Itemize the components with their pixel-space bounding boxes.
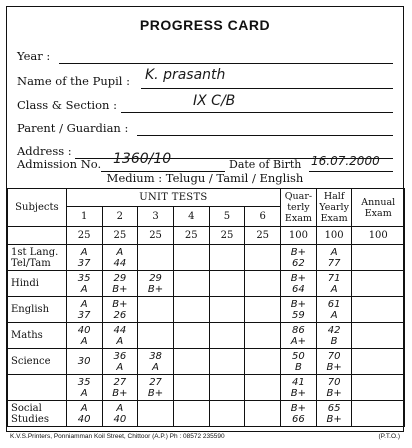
mark-top: B+ — [290, 246, 307, 258]
mark-cell — [102, 271, 138, 297]
mark-cell — [209, 349, 245, 375]
class-value: IX C/B — [193, 93, 236, 109]
mark-top: 29 — [149, 272, 162, 284]
mark-bottom: A — [330, 309, 338, 321]
subject-row — [8, 271, 405, 297]
subjects-header: Subjects — [8, 189, 67, 227]
max-marks: 25 — [66, 227, 102, 245]
mark-cell — [102, 297, 138, 323]
mark-cell — [173, 323, 209, 349]
subject-row — [8, 323, 405, 349]
half-yearly-header: Half Yearly Exam — [316, 189, 352, 227]
mark-bottom: 64 — [292, 283, 305, 295]
mark-cell — [66, 271, 102, 297]
mark-cell — [66, 401, 102, 427]
mark-cell — [281, 323, 317, 349]
max-marks: 25 — [173, 227, 209, 245]
subject-name: English — [8, 297, 67, 323]
mark-cell — [281, 271, 317, 297]
mark-cell — [138, 271, 174, 297]
mark-bottom: A — [152, 361, 159, 373]
mark-bottom: 40 — [77, 413, 91, 425]
mark-top: B+ — [290, 402, 307, 414]
mark-cell — [316, 323, 352, 349]
mark-top: 38 — [149, 350, 162, 362]
mark-cell — [316, 297, 352, 323]
mark-cell — [352, 375, 405, 401]
max-marks: 100 — [316, 227, 352, 245]
mark-top: B+ — [290, 272, 307, 284]
mark-top: 29 — [113, 272, 127, 284]
mark-top: 35 — [77, 272, 91, 284]
mark-cell — [352, 323, 405, 349]
pto-label: (P.T.O.) — [378, 433, 400, 440]
mark-top: A — [116, 246, 124, 258]
mark-top: 61 — [327, 298, 341, 310]
mark-bottom: B+ — [112, 387, 128, 399]
name-line — [141, 88, 393, 89]
mark-cell — [173, 271, 209, 297]
subject-row — [8, 245, 405, 271]
mark-top: 65 — [327, 402, 341, 414]
mark-cell — [209, 375, 245, 401]
subject-name: Science — [8, 349, 67, 375]
mark-cell — [138, 323, 174, 349]
mark-cell — [66, 297, 102, 323]
mark-cell — [209, 245, 245, 271]
annual-header: Annual Exam — [352, 189, 405, 227]
mark-top: 30 — [77, 356, 91, 367]
subject-row — [8, 375, 405, 401]
mark-bottom: 77 — [327, 257, 341, 269]
mark-top: A — [80, 298, 88, 310]
mark-bottom: B+ — [326, 413, 342, 425]
year-line — [59, 63, 393, 64]
mark-cell — [281, 349, 317, 375]
mark-cell — [173, 349, 209, 375]
admission-value: 1360/10 — [113, 151, 172, 167]
max-marks: 100 — [352, 227, 405, 245]
mark-cell — [66, 375, 102, 401]
mark-cell — [316, 271, 352, 297]
mark-cell — [316, 401, 352, 427]
mark-bottom: B — [330, 335, 338, 347]
mark-cell — [352, 297, 405, 323]
mark-bottom: 40 — [113, 413, 127, 425]
dob-label: Date of Birth — [229, 158, 302, 171]
class-label: Class & Section : — [17, 98, 117, 112]
mark-cell — [316, 375, 352, 401]
mark-cell — [102, 375, 138, 401]
mark-cell — [102, 349, 138, 375]
max-marks: 25 — [209, 227, 245, 245]
mark-top: 27 — [113, 376, 127, 388]
mark-cell — [245, 375, 281, 401]
mark-cell — [102, 323, 138, 349]
mark-cell — [281, 375, 317, 401]
mark-top: A — [80, 246, 88, 258]
subject-row — [8, 349, 405, 375]
mark-cell — [245, 349, 281, 375]
mark-cell — [281, 245, 317, 271]
mark-cell — [209, 297, 245, 323]
mark-top: 41 — [292, 376, 305, 388]
admission-label: Admission No. — [17, 157, 102, 171]
mark-cell — [138, 245, 174, 271]
mark-cell — [245, 297, 281, 323]
subject-name — [8, 375, 67, 401]
mark-top: 70 — [327, 350, 341, 362]
mark-cell — [352, 271, 405, 297]
mark-top: A — [80, 402, 88, 414]
mark-cell — [138, 297, 174, 323]
mark-cell — [209, 271, 245, 297]
max-marks-spacer — [8, 227, 67, 245]
parent-line — [137, 135, 393, 136]
subject-name: 1st Lang. Tel/Tam — [8, 245, 67, 271]
mark-cell — [245, 271, 281, 297]
mark-cell — [352, 349, 405, 375]
mark-bottom: B+ — [290, 387, 307, 399]
mark-cell — [173, 297, 209, 323]
mark-top: 71 — [327, 272, 341, 284]
mark-cell — [66, 323, 102, 349]
marks-body — [8, 245, 405, 427]
mark-cell — [102, 245, 138, 271]
mark-cell — [352, 401, 405, 427]
quarterly-header: Quar- terly Exam — [281, 189, 317, 227]
subject-name: Hindi — [8, 271, 67, 297]
mark-bottom: 66 — [292, 413, 305, 425]
mark-cell — [245, 401, 281, 427]
year-label: Year : — [17, 49, 51, 63]
mark-cell — [281, 401, 317, 427]
mark-bottom: 26 — [113, 309, 127, 321]
class-line — [121, 112, 393, 113]
mark-top: 86 — [292, 324, 305, 336]
unit-number: 2 — [102, 207, 138, 227]
subject-row — [8, 297, 405, 323]
max-marks: 25 — [245, 227, 281, 245]
mark-cell — [173, 401, 209, 427]
subject-row — [8, 401, 405, 427]
address-label: Address : — [17, 144, 72, 158]
mark-bottom: A+ — [290, 335, 307, 347]
mark-cell — [245, 245, 281, 271]
subject-name: Social Studies — [8, 401, 67, 427]
name-label: Name of the Pupil : — [17, 74, 131, 88]
mark-bottom: 37 — [77, 309, 91, 321]
mark-bottom: B+ — [326, 387, 342, 399]
mark-bottom: B+ — [147, 387, 164, 399]
mark-top: B+ — [112, 298, 128, 310]
max-marks: 25 — [138, 227, 174, 245]
medium-text: Medium : Telugu / Tamil / English — [106, 171, 304, 185]
mark-bottom: 44 — [113, 257, 127, 269]
mark-cell — [138, 375, 174, 401]
mark-top: 44 — [113, 324, 127, 336]
mark-cell — [138, 349, 174, 375]
mark-bottom: A — [80, 283, 88, 295]
mark-bottom: B+ — [112, 283, 128, 295]
mark-cell — [66, 245, 102, 271]
mark-top: 40 — [77, 324, 91, 336]
printer-info: K.V.S.Printers, Ponniamman Koil Street, Chittoor (A.P.) Ph : 08572 235590 — [10, 433, 225, 440]
unit-number: 6 — [245, 207, 281, 227]
unit-tests-header: UNIT TESTS — [66, 189, 280, 207]
mark-top: A — [330, 246, 338, 258]
mark-bottom: A — [80, 335, 88, 347]
max-marks: 100 — [281, 227, 317, 245]
mark-top: 42 — [327, 324, 341, 336]
mark-cell — [316, 349, 352, 375]
mark-bottom: A — [116, 361, 124, 373]
mark-cell — [352, 245, 405, 271]
mark-cell — [138, 401, 174, 427]
mark-bottom: 59 — [292, 309, 305, 321]
mark-top: A — [116, 402, 124, 414]
unit-number: 5 — [209, 207, 245, 227]
unit-number: 1 — [66, 207, 102, 227]
progress-card — [6, 6, 404, 432]
mark-top: 27 — [149, 376, 162, 388]
mark-bottom: 37 — [77, 257, 91, 269]
marks-table — [7, 188, 405, 427]
unit-number: 4 — [173, 207, 209, 227]
mark-cell — [102, 401, 138, 427]
mark-cell — [66, 349, 102, 375]
mark-bottom: A — [80, 387, 88, 399]
mark-bottom: B+ — [326, 361, 342, 373]
mark-bottom: A — [116, 335, 124, 347]
mark-cell — [245, 323, 281, 349]
name-value: K. prasanth — [145, 67, 226, 83]
mark-cell — [316, 245, 352, 271]
mark-top: 70 — [327, 376, 341, 388]
mark-bottom: A — [330, 283, 338, 295]
mark-top: 36 — [113, 350, 127, 362]
parent-label: Parent / Guardian : — [17, 121, 129, 135]
max-marks: 25 — [102, 227, 138, 245]
unit-number: 3 — [138, 207, 174, 227]
mark-top: 50 — [292, 350, 305, 362]
dob-value: 16.07.2000 — [311, 154, 380, 168]
mark-cell — [209, 401, 245, 427]
mark-bottom: 62 — [292, 257, 305, 269]
mark-cell — [173, 375, 209, 401]
mark-top: 35 — [77, 376, 91, 388]
mark-bottom: B — [294, 361, 302, 373]
mark-cell — [173, 245, 209, 271]
card-title: PROGRESS CARD — [139, 17, 271, 33]
mark-cell — [281, 297, 317, 323]
mark-bottom: B+ — [147, 283, 164, 295]
mark-cell — [209, 323, 245, 349]
subject-name: Maths — [8, 323, 67, 349]
mark-top: B+ — [290, 298, 307, 310]
